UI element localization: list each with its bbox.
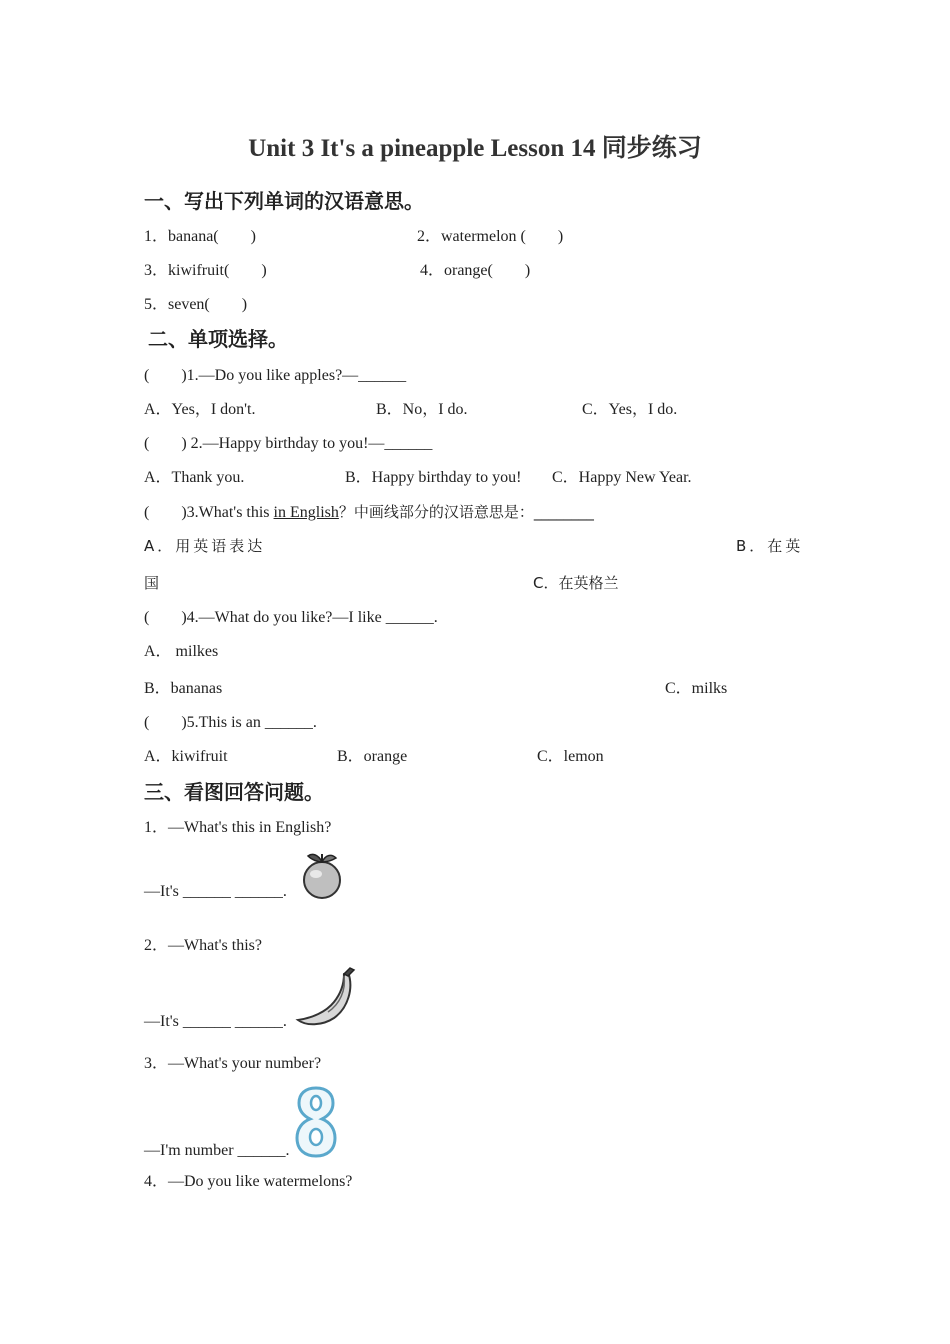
- q5-option-b: B．orange: [337, 748, 408, 765]
- s3-q3-answer: —I'm number ______.: [144, 1142, 290, 1159]
- q4-option-a: A． milkes: [144, 643, 219, 660]
- q4-option-c: C．milks: [665, 680, 728, 697]
- number-eight-picture: [294, 1084, 338, 1160]
- q2-stem: ( ) 2.—Happy birthday to you!—______: [144, 435, 433, 452]
- s1-item-5: 5．seven( ): [144, 296, 248, 313]
- s3-q4-question: 4．—Do you like watermelons?: [144, 1173, 353, 1190]
- s1-item-3: 3．kiwifruit( ): [144, 262, 267, 279]
- q3-stem-post: ？中画线部分的汉语意思是：________: [338, 503, 594, 521]
- q3-option-c: C．在英格兰: [533, 574, 619, 592]
- s3-q3-question: 3．—What's your number?: [144, 1055, 322, 1072]
- s3-q2-answer: —It's ______ ______.: [144, 1013, 287, 1030]
- s3-q1-answer: —It's ______ ______.: [144, 883, 287, 900]
- q1-option-b: B．No，I do.: [376, 401, 468, 418]
- s1-item-4: 4．orange( ): [420, 262, 531, 279]
- q5-stem: ( )5.This is an ______.: [144, 714, 317, 731]
- q5-option-a: A．kiwifruit: [144, 748, 228, 765]
- q3-option-b: B．在英: [736, 537, 804, 555]
- section3-heading: 三、看图回答问题。: [144, 780, 324, 804]
- q3-option-b-cont: 国: [144, 574, 160, 592]
- section2-heading: 二、单项选择。: [148, 327, 288, 351]
- q3-option-a: A．用英语表达: [144, 537, 266, 555]
- s1-item-1: 1．banana( ): [144, 228, 256, 245]
- q5-option-c: C．lemon: [537, 748, 604, 765]
- orange-picture: [294, 848, 346, 900]
- q3-stem: [144, 502, 594, 523]
- q3-stem-pre: ( )3.What's this: [144, 504, 274, 521]
- q1-option-a: A．Yes，I don't.: [144, 401, 256, 418]
- q2-option-b: B．Happy birthday to you!: [345, 469, 522, 486]
- q2-option-c: C．Happy New Year.: [552, 469, 692, 486]
- section1-heading: 一、写出下列单词的汉语意思。: [144, 189, 424, 213]
- page-title: Unit 3 It's a pineapple Lesson 14 同步练习: [248, 135, 702, 162]
- s1-item-2: 2．watermelon ( ): [417, 228, 564, 245]
- q4-option-b: B．bananas: [144, 680, 223, 697]
- banana-picture: [294, 966, 358, 1028]
- q1-stem: ( )1.—Do you like apples?—______: [144, 367, 407, 384]
- q2-option-a: A．Thank you.: [144, 469, 245, 486]
- q3-stem-underlined: in English: [273, 504, 339, 521]
- s3-q1-question: 1．—What's this in English?: [144, 819, 332, 836]
- q4-stem: ( )4.—What do you like?—I like ______.: [144, 609, 438, 626]
- q1-option-c: C．Yes，I do.: [582, 401, 678, 418]
- s3-q2-question: 2．—What's this?: [144, 937, 262, 954]
